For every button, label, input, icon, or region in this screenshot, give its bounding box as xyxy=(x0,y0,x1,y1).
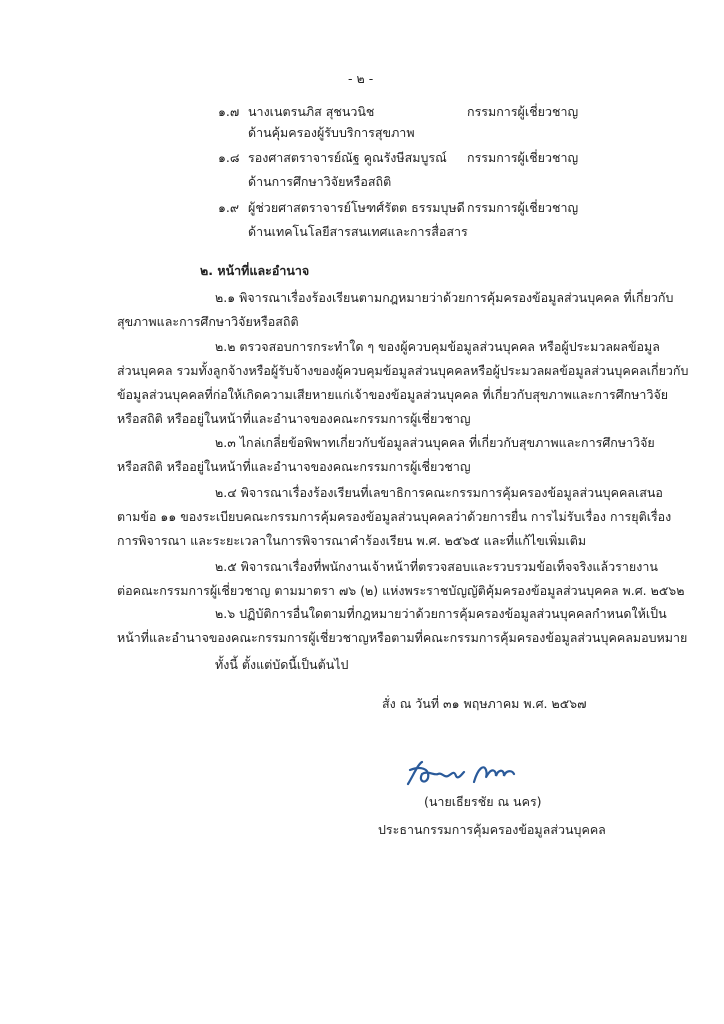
paragraph-line: ๒.๑ พิจารณาเรื่องร้องเรียนตามกฎหมายว่าด้วยการคุ้มครองข้อมูลส่วนบุคคล ที่เกี่ยวกับ xyxy=(215,290,674,305)
member-number: ๑.๗ xyxy=(218,104,240,119)
member-field: ด้านการศึกษาวิจัยหรือสถิติ xyxy=(248,174,392,189)
paragraph-line: หรือสถิติ หรืออยู่ในหน้าที่และอำนาจของคณะกรรมการผู้เชี่ยวชาญ xyxy=(117,411,471,426)
member-name: รองศาสตราจารย์ณัฐ คูณรังษีสมบูรณ์ xyxy=(248,150,447,165)
paragraph-line: ต่อคณะกรรมการผู้เชี่ยวชาญ ตามมาตรา ๗๖ (๒) แห่งพระราชบัญญัติคุ้มครองข้อมูลส่วนบุคคล พ.ศ. ๒๕๖๒ xyxy=(117,583,685,598)
paragraph-line: หรือสถิติ หรืออยู่ในหน้าที่และอำนาจของคณะกรรมการผู้เชี่ยวชาญ xyxy=(117,459,471,474)
signer-name: (นายเธียรชัย ณ นคร) xyxy=(424,794,542,809)
paragraph-line: ข้อมูลส่วนบุคคลที่ก่อให้เกิดความเสียหายแก่เจ้าของข้อมูลส่วนบุคคล ที่เกี่ยวกับสุขภาพและการศึกษาวิจัย xyxy=(117,387,669,402)
paragraph-line: ๒.๒ ตรวจสอบการกระทำใด ๆ ของผู้ควบคุมข้อมูลส่วนบุคคล หรือผู้ประมวลผลข้อมูล xyxy=(215,339,660,354)
paragraph-line: ตามข้อ ๑๑ ของระเบียบคณะกรรมการคุ้มครองข้อมูลส่วนบุคคลว่าด้วยการยื่น การไม่รับเรื่อง การยุติเรื่อง xyxy=(117,509,672,524)
paragraph-line: ๒.๖ ปฏิบัติการอื่นใดตามที่กฎหมายว่าด้วยการคุ้มครองข้อมูลส่วนบุคคลกำหนดให้เป็น xyxy=(215,606,667,621)
paragraph-line: ๒.๓ ไกล่เกลี่ยข้อพิพาทเกี่ยวกับข้อมูลส่วนบุคคล ที่เกี่ยวกับสุขภาพและการศึกษาวิจัย xyxy=(215,435,655,450)
paragraph-line: หน้าที่และอำนาจของคณะกรรมการผู้เชี่ยวชาญหรือตามที่คณะกรรมการคุ้มครองข้อมูลส่วนบุคคลมอบหมาย xyxy=(117,630,688,645)
member-role: กรรมการผู้เชี่ยวชาญ xyxy=(467,104,579,119)
signature-image xyxy=(400,756,530,793)
signer-title: ประธานกรรมการคุ้มครองข้อมูลส่วนบุคคล xyxy=(378,822,606,837)
paragraph-line: การพิจารณา และระยะเวลาในการพิจารณาคำร้องเรียน พ.ศ. ๒๕๖๕ และที่แก้ไขเพิ่มเติม xyxy=(117,533,587,548)
member-name: ผู้ช่วยศาสตราจารย์โษฑศ์รัตต ธรรมบุษดี xyxy=(248,200,465,215)
member-field: ด้านเทคโนโลยีสารสนเทศและการสื่อสาร xyxy=(248,224,468,239)
member-role: กรรมการผู้เชี่ยวชาญ xyxy=(467,200,579,215)
member-number: ๑.๘ xyxy=(218,150,240,165)
closing-statement: ทั้งนี้ ตั้งแต่บัดนี้เป็นต้นไป xyxy=(215,657,349,672)
member-number: ๑.๙ xyxy=(218,200,240,215)
member-name: นางเนตรนภิส สุชนวนิช xyxy=(248,104,375,119)
member-field: ด้านคุ้มครองผู้รับบริการสุขภาพ xyxy=(248,125,415,140)
page-number: - ๒ - xyxy=(348,71,374,86)
paragraph-line: ๒.๕ พิจารณาเรื่องที่พนักงานเจ้าหน้าที่ตรวจสอบและรวบรวมข้อเท็จจริงแล้วรายงาน xyxy=(215,559,658,574)
paragraph-line: ส่วนบุคคล รวมทั้งลูกจ้างหรือผู้รับจ้างของผู้ควบคุมข้อมูลส่วนบุคคลหรือผู้ประมวลผลข้อมูลส่วนบุคคลเกี่ยวกับ xyxy=(117,363,689,378)
paragraph-line: ๒.๔ พิจารณาเรื่องร้องเรียนที่เลขาธิการคณะกรรมการคุ้มครองข้อมูลส่วนบุคคลเสนอ xyxy=(215,485,663,500)
order-date: สั่ง ณ วันที่ ๓๑ พฤษภาคม พ.ศ. ๒๕๖๗ xyxy=(382,696,587,711)
paragraph-line: สุขภาพและการศึกษาวิจัยหรือสถิติ xyxy=(117,314,299,329)
member-role: กรรมการผู้เชี่ยวชาญ xyxy=(467,150,579,165)
section-heading: ๒. หน้าที่และอำนาจ xyxy=(200,263,310,278)
